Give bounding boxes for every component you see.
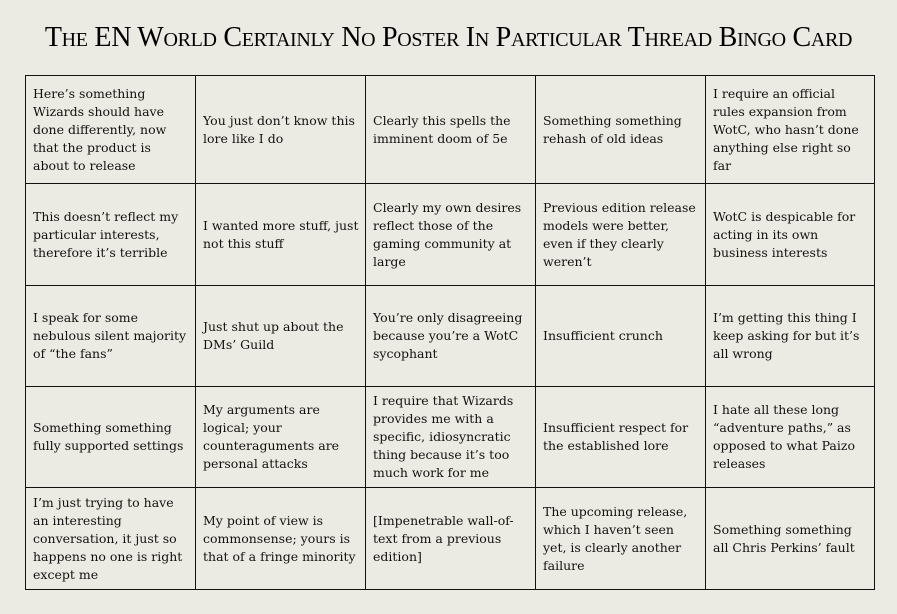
bingo-cell-text: I’m getting this thing I keep asking for but it’s all wrong (713, 310, 860, 361)
bingo-cell-text: Something something fully supported settings (33, 420, 184, 453)
bingo-cell (196, 387, 366, 488)
bingo-cell (26, 286, 196, 387)
bingo-cell (26, 184, 196, 286)
bingo-cell (26, 76, 196, 184)
bingo-cell-text: [Impenetrable wall-of-text from a previous edition] (373, 512, 514, 564)
bingo-cell-text: Just shut up about the DMs’ Guild (203, 319, 344, 352)
bingo-cell (196, 76, 366, 184)
bingo-cell (366, 184, 536, 286)
page-title: The EN World Certainly No Poster In Particular Thread Bingo Card (44, 22, 853, 53)
bingo-cell-text: I wanted more stuff, just not this stuff (203, 217, 359, 251)
bingo-cell (366, 286, 536, 387)
bingo-cell (706, 387, 874, 488)
bingo-cell-text: My point of view is commonsense; yours is that of a fringe minority (203, 512, 356, 564)
bingo-cell-text: Insufficient crunch (543, 328, 663, 343)
bingo-cell (366, 76, 536, 184)
bingo-cell-text: You just don’t know this lore like I do (203, 112, 355, 146)
bingo-cell (706, 76, 874, 184)
bingo-cell (706, 286, 874, 387)
bingo-cell-text: I require that Wizards provides me with a specific, idiosyncratic thing because it’s too much work for me (373, 393, 514, 480)
bingo-cell (536, 286, 706, 387)
bingo-cell-text: I speak for some nebulous silent majority of “the fans” (33, 310, 187, 361)
bingo-cell (196, 488, 366, 589)
bingo-cell (536, 76, 706, 184)
bingo-cell-text: Clearly this spells the imminent doom of 5e (373, 112, 511, 146)
bingo-cell-text: Insufficient respect for the established lore (543, 420, 689, 453)
bingo-cell (536, 184, 706, 286)
bingo-cell-text: Previous edition release models were better, even if they clearly weren’t (543, 199, 696, 269)
bingo-cell-text: Something something rehash of old ideas (543, 112, 682, 146)
bingo-cell-text: Here’s something Wizards should have done differently, now that the product is about to release (33, 85, 167, 173)
bingo-cell (196, 184, 366, 286)
bingo-cell (26, 488, 196, 589)
bingo-cell (196, 286, 366, 387)
bingo-cell-text: WotC is despicable for acting in its own business interests (713, 208, 856, 260)
bingo-cell-text: You’re only disagreeing because you’re a WotC sycophant (373, 310, 523, 361)
bingo-cell-text: I’m just trying to have an interesting conversation, it just so happens no one is right except me (33, 494, 183, 582)
bingo-cell (366, 387, 536, 488)
bingo-grid (25, 75, 875, 590)
bingo-cell-text: My arguments are logical; your counteraguments are personal attacks (203, 402, 340, 471)
bingo-cell (706, 184, 874, 286)
bingo-cell (706, 488, 874, 589)
bingo-cell-text: Clearly my own desires reflect those of the gaming community at large (373, 199, 522, 269)
bingo-cell-text: Something something all Chris Perkins’ fault (713, 521, 855, 555)
bingo-cell (536, 387, 706, 488)
bingo-cell-text: I require an official rules expansion from WotC, who hasn’t done anything else right so far (713, 85, 859, 173)
bingo-cell-text: This doesn’t reflect my particular interests, therefore it’s terrible (33, 208, 179, 260)
bingo-cell (26, 387, 196, 488)
bingo-cell-text: I hate all these long “adventure paths,” as opposed to what Paizo releases (713, 402, 855, 471)
bingo-cell (366, 488, 536, 589)
bingo-cell (536, 488, 706, 589)
bingo-cell-text: The upcoming release, which I haven’t seen yet, is clearly another failure (543, 503, 688, 573)
